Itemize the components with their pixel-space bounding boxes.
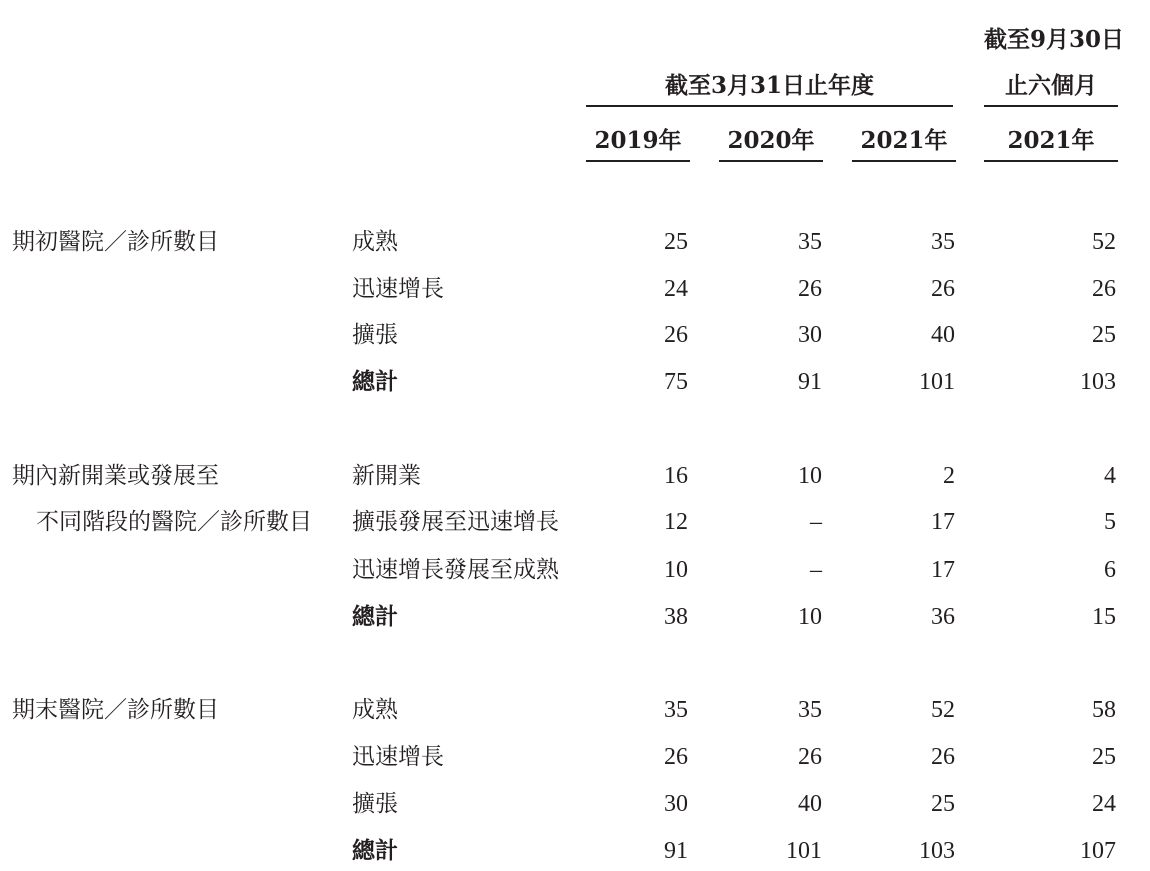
section-label-opening: 期初醫院／診所數目 bbox=[12, 229, 219, 255]
cell-value: 26 bbox=[664, 322, 688, 348]
cell-value: 16 bbox=[664, 463, 688, 489]
cell-value: 24 bbox=[664, 276, 688, 302]
cell-value: 6 bbox=[1104, 557, 1116, 583]
cell-value: 25 bbox=[664, 229, 688, 255]
column-header-2021-six-months: 2021年 bbox=[1007, 127, 1095, 154]
cell-value: 2 bbox=[943, 463, 955, 489]
cell-value-total: 103 bbox=[919, 838, 955, 864]
cell-value: 30 bbox=[664, 791, 688, 817]
row-label: 擴張 bbox=[352, 791, 398, 817]
row-label-total: 總計 bbox=[352, 603, 398, 630]
cell-value-total: 10 bbox=[798, 604, 822, 630]
column-header-2021: 2021年 bbox=[860, 127, 948, 154]
cell-value: 35 bbox=[798, 697, 822, 723]
cell-value: 52 bbox=[931, 697, 955, 723]
cell-value-total: 107 bbox=[1080, 838, 1116, 864]
column-rule-2019 bbox=[586, 160, 690, 162]
column-header-2019: 2019年 bbox=[594, 127, 682, 154]
cell-value: 25 bbox=[1092, 322, 1116, 348]
cell-value: 17 bbox=[931, 509, 955, 535]
section-label-changes-line2: 不同階段的醫院／診所數目 bbox=[36, 509, 312, 535]
cell-value-total: 38 bbox=[664, 604, 688, 630]
cell-value: 4 bbox=[1104, 463, 1116, 489]
row-label: 擴張發展至迅速增長 bbox=[352, 509, 559, 535]
cell-value: 26 bbox=[664, 744, 688, 770]
section-label-closing: 期末醫院／診所數目 bbox=[12, 697, 219, 723]
row-label: 迅速增長 bbox=[352, 744, 444, 770]
column-header-2020: 2020年 bbox=[727, 127, 815, 154]
row-label: 迅速增長發展至成熟 bbox=[352, 557, 559, 583]
cell-value: 10 bbox=[798, 463, 822, 489]
cell-value: 25 bbox=[1092, 744, 1116, 770]
cell-value: 26 bbox=[931, 276, 955, 302]
cell-value: 35 bbox=[798, 229, 822, 255]
cell-value-total: 103 bbox=[1080, 369, 1116, 395]
row-label-total: 總計 bbox=[352, 368, 398, 395]
cell-value: 52 bbox=[1092, 229, 1116, 255]
cell-value-total: 91 bbox=[798, 369, 822, 395]
cell-value: 25 bbox=[931, 791, 955, 817]
row-label: 迅速增長 bbox=[352, 276, 444, 302]
cell-value: 30 bbox=[798, 322, 822, 348]
cell-value: 24 bbox=[1092, 791, 1116, 817]
cell-value: 12 bbox=[664, 509, 688, 535]
header-six-months-line2: 止六個月 bbox=[1005, 72, 1097, 99]
column-rule-2021-six-months bbox=[984, 160, 1118, 162]
cell-value: 40 bbox=[798, 791, 822, 817]
cell-value: 58 bbox=[1092, 697, 1116, 723]
cell-value: – bbox=[810, 509, 822, 535]
header-fiscal-year-group: 截至3月31日止年度 bbox=[664, 72, 874, 99]
cell-value: 26 bbox=[798, 744, 822, 770]
header-fiscal-year-rule bbox=[586, 105, 953, 107]
cell-value: 40 bbox=[931, 322, 955, 348]
cell-value: 17 bbox=[931, 557, 955, 583]
row-label: 擴張 bbox=[352, 322, 398, 348]
section-label-changes-line1: 期內新開業或發展至 bbox=[12, 463, 219, 489]
cell-value: 35 bbox=[664, 697, 688, 723]
row-label: 新開業 bbox=[352, 463, 421, 489]
cell-value-total: 101 bbox=[919, 369, 955, 395]
cell-value: 26 bbox=[798, 276, 822, 302]
cell-value: 26 bbox=[931, 744, 955, 770]
header-six-months-rule bbox=[984, 105, 1118, 107]
column-rule-2021 bbox=[852, 160, 956, 162]
cell-value-total: 15 bbox=[1092, 604, 1116, 630]
row-label-total: 總計 bbox=[352, 837, 398, 864]
row-label: 成熟 bbox=[352, 229, 398, 255]
row-label: 成熟 bbox=[352, 697, 398, 723]
cell-value: 26 bbox=[1092, 276, 1116, 302]
cell-value-total: 36 bbox=[931, 604, 955, 630]
cell-value: – bbox=[810, 557, 822, 583]
cell-value: 10 bbox=[664, 557, 688, 583]
cell-value-total: 101 bbox=[786, 838, 822, 864]
cell-value: 5 bbox=[1104, 509, 1116, 535]
cell-value-total: 75 bbox=[664, 369, 688, 395]
cell-value-total: 91 bbox=[664, 838, 688, 864]
cell-value: 35 bbox=[931, 229, 955, 255]
column-rule-2020 bbox=[719, 160, 823, 162]
header-six-months-line1: 截至9月30日 bbox=[984, 26, 1125, 53]
